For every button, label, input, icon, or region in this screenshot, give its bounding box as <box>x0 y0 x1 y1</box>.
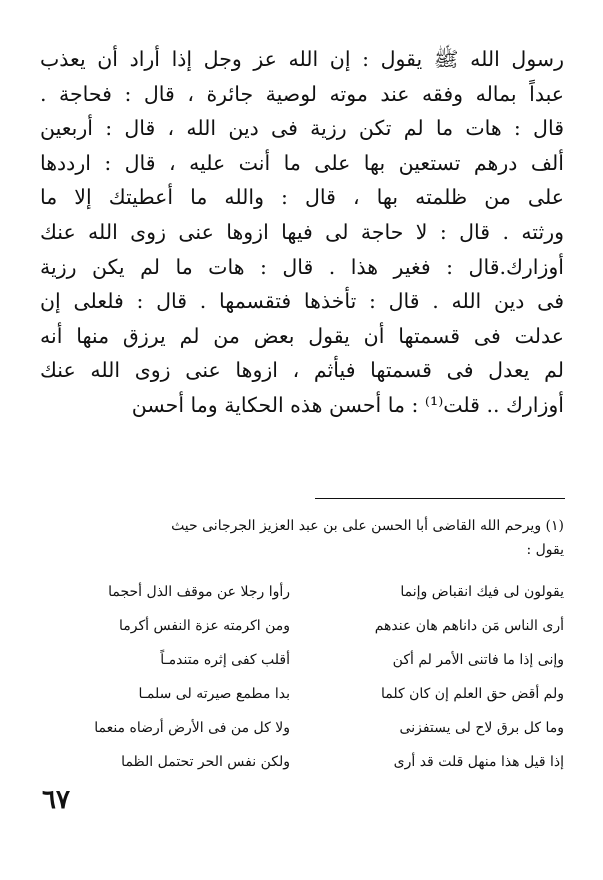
verse <box>40 643 564 677</box>
verse-second-hemistich: ولكن نفس الحر تحتمل الظما <box>121 754 290 770</box>
poem-verses <box>40 575 564 779</box>
text-line: عدلت فى قسمتها أن يقول بعض من لم يرزق منها أنه <box>40 323 564 348</box>
footnote <box>40 514 564 562</box>
verse-first-hemistich: أرى الناس مَن داناهم هان عندهم <box>374 618 564 634</box>
text-line: رسول الله ﷺ يقول : إن الله عز وجل إذا أراد أن يعذب <box>40 47 564 71</box>
verse <box>40 575 564 609</box>
verse-second-hemistich: بدا مطمع صيرته لى سلمـا <box>138 686 290 702</box>
verse-first-hemistich: يقولون لى فيك انقباض وإنما <box>400 584 564 600</box>
text-line: أوزارك .. قلت⁽¹⁾ : ما أحسن هذه الحكاية وما أحسن <box>131 392 564 417</box>
verse-first-hemistich: إذا قيل هذا منهل قلت قد أرى <box>393 754 564 770</box>
verse-first-hemistich: وإنى إذا ما فاتنى الأمر لم أكن <box>392 652 564 668</box>
text-line: لم يعدل فى قسمتها فيأثم ، ازوها عنى زوى الله عنك <box>40 358 564 383</box>
verse <box>40 745 564 779</box>
verse-first-hemistich: وما كل برق لاح لى يستفزنى <box>399 720 564 736</box>
text-line: ألف درهم تستعين بها على ما أنت عليه ، قال : ارددها <box>40 150 564 175</box>
page-number: ٦٧ <box>42 785 70 815</box>
verse <box>40 609 564 643</box>
text-line: على من ظلمته بها ، قال : والله ما أعطيتك إلا ما <box>40 185 564 210</box>
verse-second-hemistich: ولا كل من فى الأرض أرضاه منعما <box>94 720 290 736</box>
verse-first-hemistich: ولم أقض حق العلم إن كان كلما <box>380 686 564 702</box>
footnote-line: (١) ويرحم الله القاضى أبا الحسن على بن عبد العزيز الجرجانى حيث <box>171 518 564 534</box>
text-line: ورثته . قال : لا حاجة لى فيها ازوها عنى زوى الله عنك <box>40 219 564 244</box>
main-text-block <box>40 42 564 423</box>
text-line: فى دين الله . قال : تأخذها فتقسمها . قال : فلعلى إن <box>40 289 564 314</box>
text-line: قال : هات ما لم تكن رزية فى دين الله ، قال : أربعين <box>40 116 564 141</box>
text-line: عبداً بماله وفقه عند موته لوصية جائرة ، قال : فحاجة . <box>40 81 564 106</box>
verse-second-hemistich: أقلب كفى إثره متندمـاً <box>160 652 290 668</box>
verse-second-hemistich: ومن اكرمته عزة النفس أكرما <box>119 618 290 634</box>
verse <box>40 711 564 745</box>
verse-second-hemistich: رأوا رجلا عن موقف الذل أحجما <box>108 584 290 600</box>
text-line: أوزارك.قال : فغير هذا . قال : هات ما لم يكن رزية <box>40 254 564 279</box>
footnote-divider <box>315 498 565 499</box>
verse <box>40 677 564 711</box>
footnote-line: يقول : <box>526 542 564 558</box>
